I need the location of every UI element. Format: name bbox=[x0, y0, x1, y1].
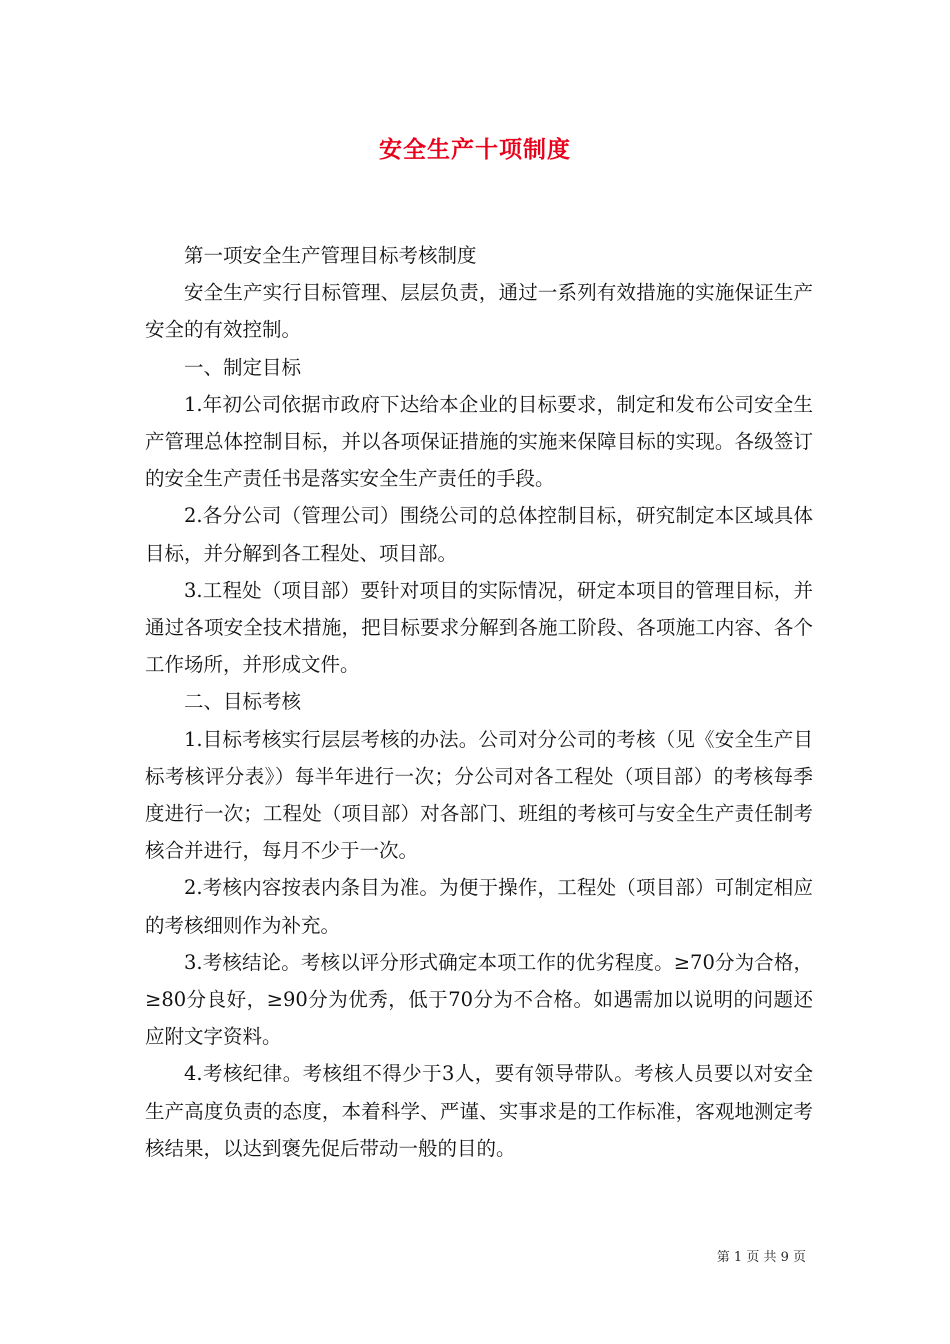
paragraph-assessment-3: 3.考核结论。考核以评分形式确定本项工作的优劣程度。≥70分为合格，≥80分良好，≥90分为优秀，低于70分为不合格。如遇需加以说明的问题还应附文字资料。 bbox=[145, 950, 813, 1049]
page-number: 第 1 页 共 9 页 bbox=[716, 1250, 806, 1265]
document-body bbox=[145, 237, 813, 1167]
paragraph-assessment-4: 4.考核纪律。考核组不得少于3人，要有领导带队。考核人员要以对安全生产高度负责的态度，本着科学、严谨、实事求是的工作标准，客观地测定考核结果，以达到褒先促后带动一般的目的。 bbox=[145, 1062, 813, 1160]
paragraph-assessment-2: 2.考核内容按表内条目为准。为便于操作，工程处（项目部）可制定相应的考核细则作为补充。 bbox=[145, 876, 813, 937]
paragraph-target-1: 1.年初公司依据市政府下达给本企业的目标要求，制定和发布公司安全生产管理总体控制目标，并以各项保证措施的实施来保障目标的实现。各级签订的安全生产责任书是落实安全生产责任的手段。 bbox=[145, 392, 813, 491]
section-heading-assessment: 二、目标考核 bbox=[184, 690, 302, 714]
document-title: 安全生产十项制度 bbox=[379, 136, 571, 163]
paragraph-chapter-heading: 第一项安全生产管理目标考核制度 bbox=[184, 244, 477, 267]
paragraph-target-2: 2.各分公司（管理公司）围绕公司的总体控制目标，研究制定本区域具体目标，并分解到各工程处、项目部。 bbox=[145, 504, 813, 565]
paragraph-intro: 安全生产实行目标管理、层层负责，通过一系列有效措施的实施保证生产安全的有效控制。 bbox=[145, 281, 813, 342]
paragraph-assessment-1: 1.目标考核实行层层考核的办法。公司对分公司的考核（见《安全生产目标考核评分表》）每半年进行一次；分公司对各工程处（项目部）的考核每季度进行一次；工程处（项目部）对各部门、班组的考核可与安全生产责任制考核合并进行，每月不少于一次。 bbox=[145, 727, 813, 863]
paragraph-target-3: 3.工程处（项目部）要针对项目的实际情况，研定本项目的管理目标，并通过各项安全技术措施，把目标要求分解到各施工阶段、各项施工内容、各个工作场所，并形成文件。 bbox=[145, 578, 813, 677]
section-heading-set-targets: 一、制定目标 bbox=[184, 355, 302, 379]
